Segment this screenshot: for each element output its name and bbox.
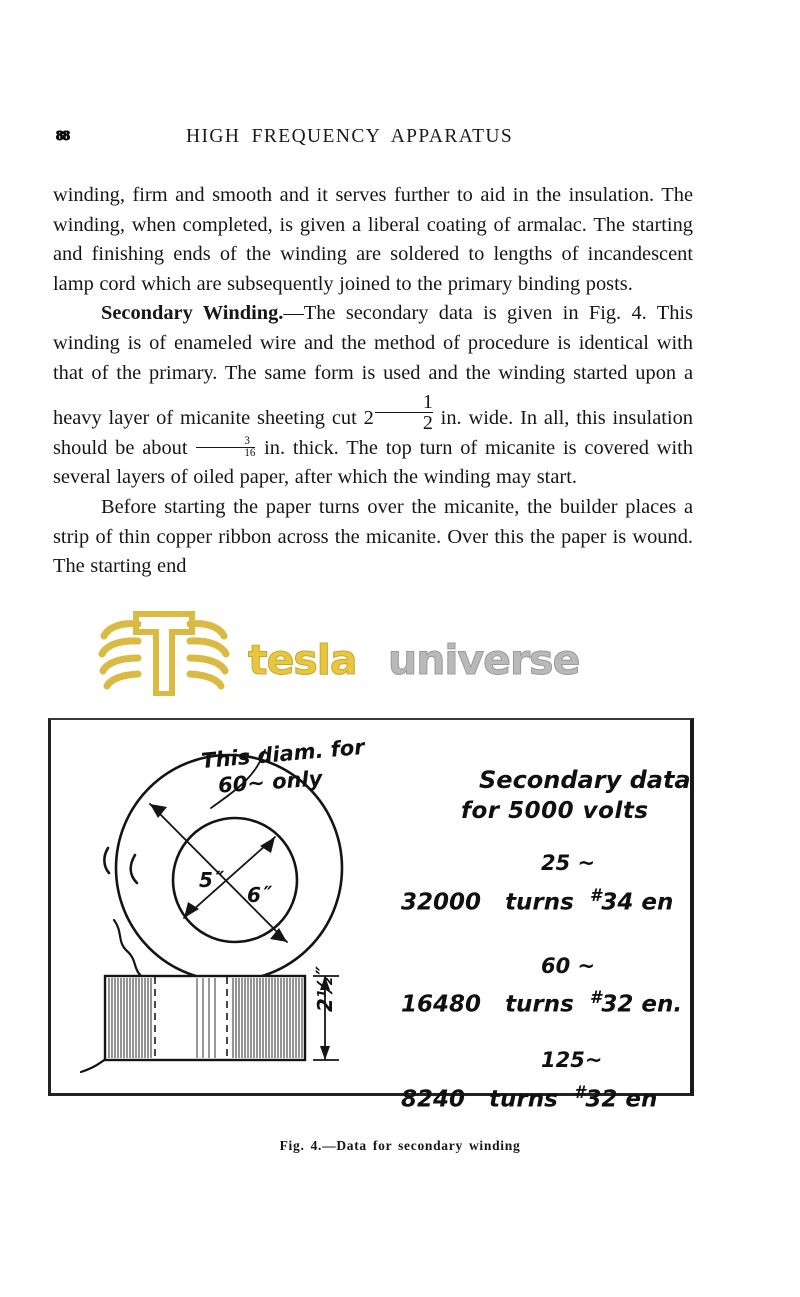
data-row-turns-label: turns [505,889,574,916]
data-row-turns: 32000 [401,889,482,916]
diameter-note-line-1: This diam. for [200,734,366,774]
paragraph-1: winding, firm and smooth and it serves further to aid in the insulation. The winding, when completed, is given a liberal coating of armalac. The starting and finishing ends of the winding are soldered to lengths of incandescent lamp cord which are subsequently joined to the primary binding posts. [53,184,693,295]
fraction-numerator: 1 [422,390,433,413]
paragraph-2-text-c: in. thick. The top turn of micanite is covered with several layers of oiled paper, after which the winding may start. [53,436,693,489]
paragraph-3: Before starting the paper turns over the micanite, the builder places a strip of thin copper ribbon across the micanite. Over this the paper is wound. The starting end [53,495,693,578]
watermark-overlay [98,608,708,693]
data-row-turns: 8240 [401,1086,466,1113]
coil-side-view [105,976,339,1060]
inner-diameter-label: 5˝ [199,868,223,892]
data-row-hash: # [589,988,602,1007]
paragraph-2-text-b: in. wide. In all, this insulation should be about [53,407,693,459]
data-row-turns-label: turns [489,1086,558,1113]
data-title-line-2: for 5000 volts [461,798,649,824]
paragraph-2-lead-in: Secondary Winding. [101,302,284,325]
data-row-turns: 16480 [401,991,482,1018]
page-number: 88 [56,128,69,144]
table-row [401,988,682,1017]
diameter-note-line-2: 60~ only [217,766,324,798]
data-row-hash: # [573,1083,586,1102]
body-text-block [53,181,693,582]
fraction-denominator: 16 [196,447,255,459]
data-row-wire: 34 en [601,889,674,916]
outer-diameter-label: 6˝ [247,883,271,907]
data-row-frequency: 125~ [541,1048,603,1072]
fraction-numerator: 3 [244,435,250,448]
fraction-denominator: 2 [375,412,433,433]
data-row-wire: 32 en. [601,991,683,1018]
coil-width-label: 2½˝ [313,967,337,1012]
page-header [0,126,800,154]
tesla-coil-t-logo-icon [98,608,230,696]
paragraph-2-text-a: —The secondary data is given in Fig. 4. This winding is of enameled wire and the method of procedure is identical with that of the primary. The same form is used and the winding started upon a heavy layer of micanite sheeting cut 2 [53,302,693,430]
fraction-three-sixteenths [196,436,255,459]
watermark-word-universe: universe [388,636,580,684]
data-row-wire: 32 en [585,1086,658,1113]
data-title-line-1: Secondary data [479,766,691,794]
fraction-one-half [375,392,433,433]
paragraph-2 [53,299,693,493]
data-row-frequency: 25 ~ [541,851,596,875]
table-row [401,1083,657,1112]
data-row-hash: # [589,886,602,905]
watermark-word-tesla: tesla [248,636,357,684]
figure-caption: Fig. 4.—Data for secondary winding [279,1138,521,1153]
data-row-turns-label: turns [505,991,574,1018]
figure-4 [48,718,694,1113]
running-head: HIGH FREQUENCY APPARATUS [186,126,514,147]
data-row-frequency: 60 ~ [541,954,596,978]
table-row [401,886,673,915]
